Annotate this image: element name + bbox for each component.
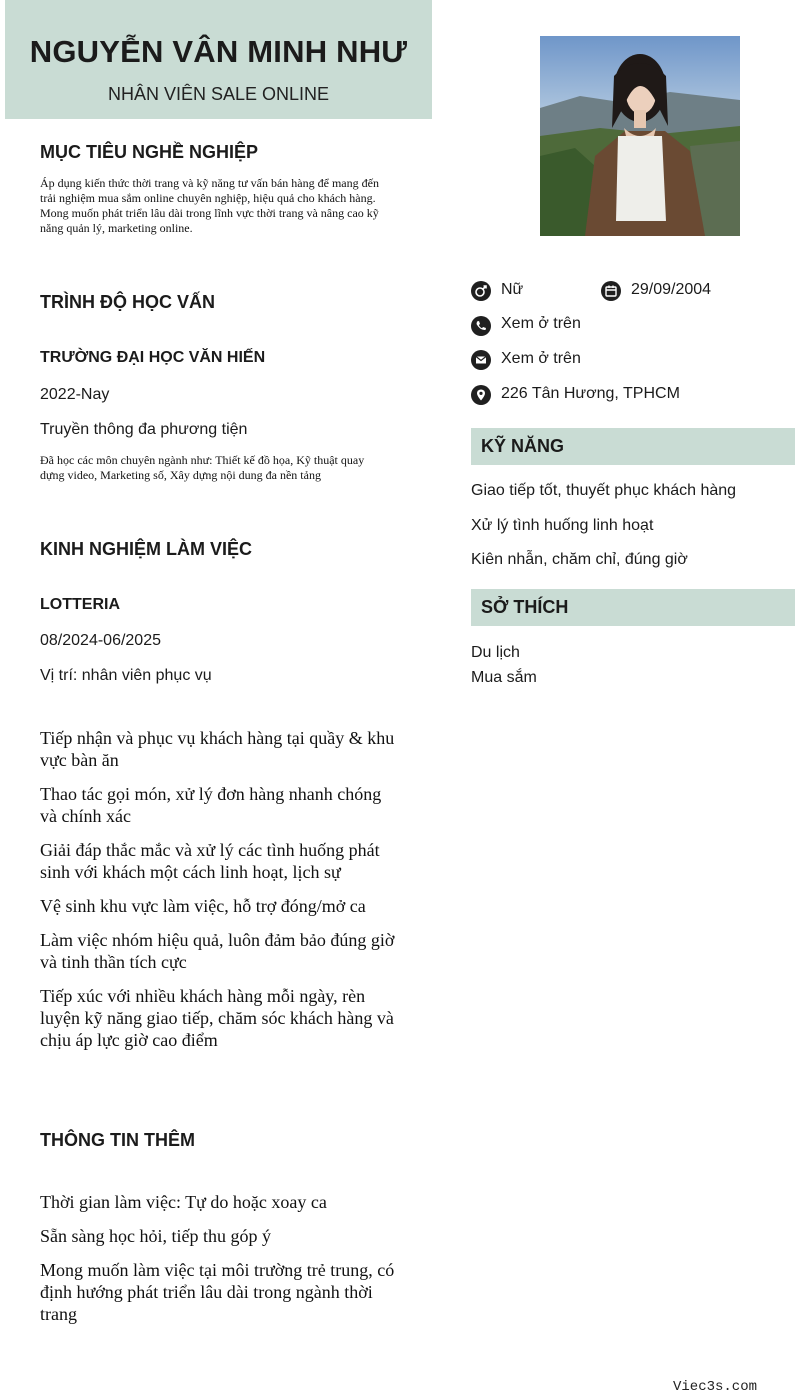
experience-company: LOTTERIA [40,596,120,613]
birthday-value: 29/09/2004 [631,281,712,298]
education-major: Truyền thông đa phương tiện [40,421,248,438]
gender-value: Nữ [501,281,524,298]
location-icon [471,385,491,410]
experience-task: Vệ sinh khu vực làm việc, hỗ trợ đóng/mở ca [40,896,366,916]
hobby-item: Mua sắm [471,669,537,686]
skill-item: Giao tiếp tốt, thuyết phục khách hàng [471,482,737,499]
education-period: 2022-Nay [40,386,110,403]
calendar-icon [601,281,621,306]
phone-value: Xem ở trên [501,315,581,332]
additional-item: Sẵn sàng học hỏi, tiếp thu góp ý [40,1226,271,1246]
hobbies-title: SỞ THÍCH [481,597,569,617]
objective-text: Áp dụng kiến thức thời trang và kỹ năng tư vấn bán hàng để mang đến trải nghiệm mua sắm online chuyên nghiệp, hiệu quả cho khách hàng. Mong muốn phát triển lâu dài trong lĩnh vực thời trang và nâng cao kỹ năng quản lý, marketing online. [40,176,379,235]
candidate-name: NGUYỄN VÂN MINH NHƯ [29,34,408,69]
footer-watermark: Viec3s.com [673,1379,758,1395]
email-icon [471,350,491,375]
experience-task: Làm việc nhóm hiệu quả, luôn đảm bảo đúng giờ và tinh thần tích cực [40,930,395,972]
experience-title: KINH NGHIỆM LÀM VIỆC [40,539,253,559]
experience-task: Giải đáp thắc mắc và xử lý các tình huống phát sinh với khách một cách linh hoạt, lịch sự [40,840,380,882]
additional-list [40,1191,395,1337]
skill-item: Kiên nhẫn, chăm chỉ, đúng giờ [471,551,688,568]
additional-item: Thời gian làm việc: Tự do hoặc xoay ca [40,1192,327,1212]
email-value: Xem ở trên [501,350,581,367]
experience-position: Vị trí: nhân viên phục vụ [40,667,212,684]
additional-title: THÔNG TIN THÊM [40,1130,195,1150]
objective-title: MỤC TIÊU NGHỀ NGHIỆP [40,142,259,162]
experience-task: Tiếp nhận và phục vụ khách hàng tại quầy & khu vực bàn ăn [40,728,395,770]
skills-title: KỸ NĂNG [481,436,565,456]
profile-photo [540,36,740,236]
address-value: 226 Tân Hương, TPHCM [501,385,680,402]
education-title: TRÌNH ĐỘ HỌC VẤN [40,292,215,312]
education-school: TRƯỜNG ĐẠI HỌC VĂN HIẾN [40,349,266,366]
experience-task: Thao tác gọi món, xử lý đơn hàng nhanh chóng và chính xác [40,784,382,826]
additional-item: Mong muốn làm việc tại môi trường trẻ trung, có định hướng phát triển lâu dài trong ngành thời trang [40,1260,395,1324]
skill-item: Xử lý tình huống linh hoạt [471,517,654,534]
gender-icon [471,281,491,306]
hobby-item: Du lịch [471,644,520,661]
education-details: Đã học các môn chuyên ngành như: Thiết kế đồ họa, Kỹ thuật quay dựng video, Marketing số, Xây dựng nội dung đa nền tảng [40,453,365,482]
experience-period: 08/2024-06/2025 [40,632,161,649]
experience-task: Tiếp xúc với nhiều khách hàng mỗi ngày, rèn luyện kỹ năng giao tiếp, chăm sóc khách hàng và chịu áp lực giờ cao điểm [40,986,394,1050]
phone-icon [471,316,491,341]
experience-task-list [40,727,395,1063]
job-title: NHÂN VIÊN SALE ONLINE [107,84,330,104]
